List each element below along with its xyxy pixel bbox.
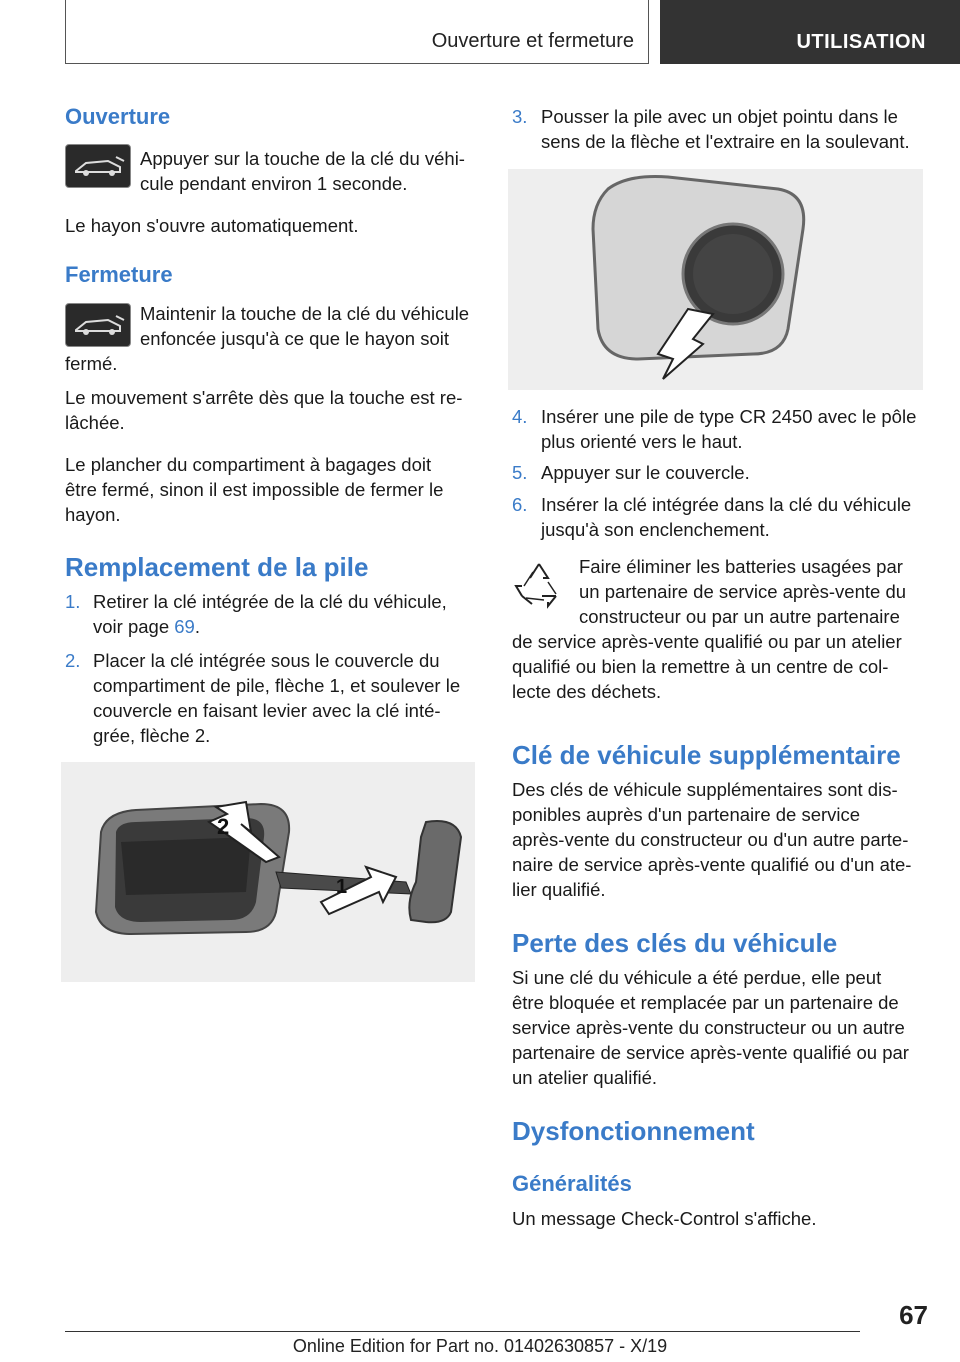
step5-number: 5. <box>512 462 528 483</box>
step3-line2: sens de la flèche et l'extraire en la soulevant. <box>541 131 910 152</box>
env-line6: lecte des déchets. <box>512 681 662 702</box>
perte-line2: être bloquée et remplacée par un partenaire de <box>512 992 899 1013</box>
step1-line1: Retirer la clé intégrée de la clé du véhicule, <box>93 591 447 612</box>
step1-number: 1. <box>65 591 81 612</box>
env-line2: un partenaire de service après-vente du <box>579 581 907 602</box>
env-line3: constructeur ou par un autre partenaire <box>579 606 900 627</box>
step4-line1: Insérer une pile de type CR 2450 avec le pôle <box>541 406 917 427</box>
cle-line5: lier qualifié. <box>512 879 606 900</box>
figure-key-battery-cover <box>61 762 475 982</box>
step5-line1: Appuyer sur le couvercle. <box>541 462 750 483</box>
step4-line2: plus orienté vers le haut. <box>541 431 743 452</box>
page-number: 67 <box>899 1300 928 1330</box>
env-line5: qualifié ou bien la remettre à un centre de col‐ <box>512 656 889 677</box>
tailgate-key-icon <box>65 144 131 188</box>
step3-line1: Pousser la pile avec un objet pointu dans le <box>541 106 898 127</box>
header-chapter-box <box>660 0 960 64</box>
figure-label-2: 2 <box>217 814 230 839</box>
fermeture-text-line1: Maintenir la touche de la clé du véhicule <box>140 303 470 324</box>
step2-line4: grée, flèche 2. <box>93 725 211 746</box>
fermeture-stop-line1: Le mouvement s'arrête dès que la touche est re‐ <box>65 387 463 408</box>
generalites-line1: Un message Check-Control s'affiche. <box>512 1208 817 1229</box>
cle-heading: Clé de véhicule supplémentaire <box>512 740 901 770</box>
perte-heading: Perte des clés du véhicule <box>512 928 838 958</box>
ouverture-result: Le hayon s'ouvre automatiquement. <box>65 215 359 236</box>
fermeture-heading: Fermeture <box>65 262 173 287</box>
perte-line1: Si une clé du véhicule a été perdue, elle peut <box>512 967 882 988</box>
env-line1: Faire éliminer les batteries usagées par <box>579 556 903 577</box>
step4-number: 4. <box>512 406 528 427</box>
step1-period: . <box>194 616 200 637</box>
footer-edition: Online Edition for Part no. 01402630857 - X/19 <box>292 1336 668 1356</box>
perte-line4: partenaire de service après-vente qualifié ou par <box>512 1042 909 1063</box>
cle-line1: Des clés de véhicule supplémentaires sont dis‐ <box>512 779 898 800</box>
ouverture-text-line1: Appuyer sur la touche de la clé du véhi‐ <box>140 148 465 169</box>
cle-line3: après-vente du constructeur ou d'un autre parte‐ <box>512 829 909 850</box>
cle-line2: ponibles auprès d'un partenaire de service <box>512 804 861 825</box>
step6-number: 6. <box>512 494 528 515</box>
step6-line2: jusqu'à son enclenchement. <box>541 519 770 540</box>
figure-label-1: 1 <box>336 876 348 898</box>
step2-line1: Placer la clé intégrée sous le couvercle du <box>93 650 440 671</box>
fermeture-text-line2: enfoncée jusqu'à ce que le hayon soit <box>140 328 450 349</box>
fermeture-stop-line2: lâchée. <box>65 412 125 433</box>
step1-line2 <box>93 614 200 639</box>
footer-divider <box>65 1331 860 1332</box>
dysfonctionnement-heading: Dysfonctionnement <box>512 1116 755 1146</box>
recycle-icon <box>512 558 566 612</box>
perte-line5: un atelier qualifié. <box>512 1067 658 1088</box>
figure-battery-compartment <box>508 169 923 390</box>
header-chapter-title: UTILISATION <box>796 31 926 53</box>
step2-number: 2. <box>65 650 81 671</box>
step2-line2: compartiment de pile, flèche 1, et soulever le <box>93 675 461 696</box>
header-section-box <box>65 0 649 64</box>
plancher-line1: Le plancher du compartiment à bagages doit <box>65 454 432 475</box>
header-section-title: Ouverture et fermeture <box>431 30 634 52</box>
env-line4: de service après-vente qualifié ou par un atelier <box>512 631 902 652</box>
generalites-heading: Généralités <box>512 1171 632 1196</box>
step6-line1: Insérer la clé intégrée dans la clé du véhicule <box>541 494 912 515</box>
ouverture-heading: Ouverture <box>65 104 171 129</box>
perte-line3: service après-vente du constructeur ou un autre <box>512 1017 905 1038</box>
plancher-line3: hayon. <box>65 504 121 525</box>
ouverture-text-line2: cule pendant environ 1 seconde. <box>140 173 408 194</box>
step3-number: 3. <box>512 106 528 127</box>
step1-text: voir page <box>93 616 175 637</box>
tailgate-key-icon <box>65 303 131 347</box>
plancher-line2: être fermé, sinon il est impossible de fermer le <box>65 479 444 500</box>
fermeture-text-line3: fermé. <box>65 353 118 374</box>
pile-heading: Remplacement de la pile <box>65 552 369 582</box>
cle-line4: naire de service après-vente qualifié ou d'un ate‐ <box>512 854 912 875</box>
page-link[interactable]: 69 <box>174 616 195 637</box>
step2-line3: couvercle en faisant levier avec la clé inté‐ <box>93 700 441 721</box>
